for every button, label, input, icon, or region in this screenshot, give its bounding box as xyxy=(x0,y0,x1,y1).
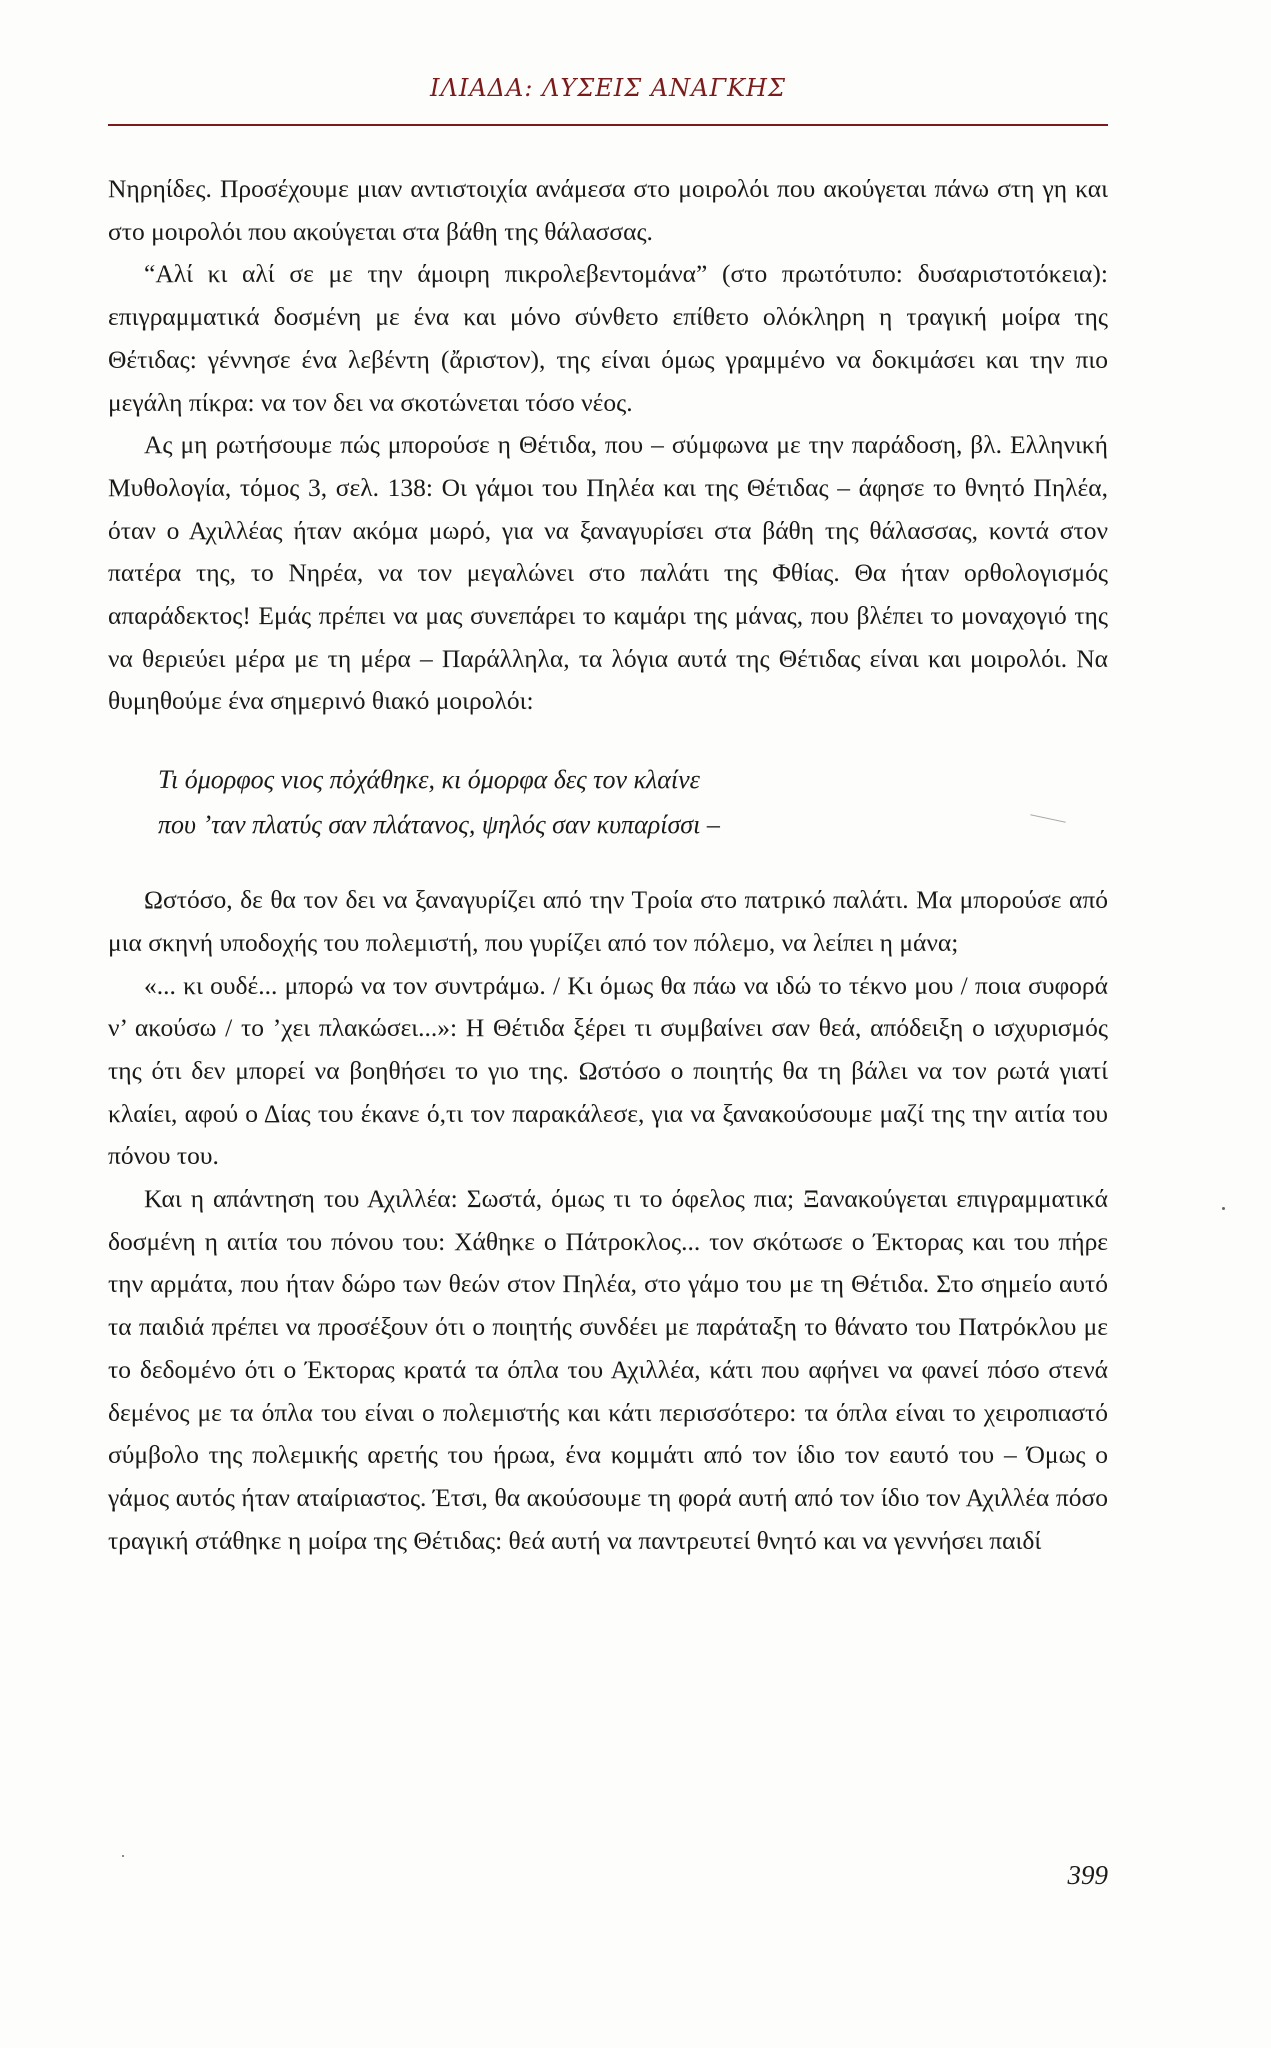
verse-line: που ’ταν πλατύς σαν πλάτανος, ψηλός σαν κυπαρίσσι – xyxy=(158,810,720,840)
paragraph: «... κι ουδέ... μπορώ να τον συντράμω. / Κι όμως θα πάω να ιδώ το τέκνο μου / ποια συφορά ν’ ακούσω / το ’χει πλακώσει...»: Η Θέτιδα ξέρει τι συμβαίνει σαν θεά, απόδειξη ο ισχυρισμός της ότι δεν μπορεί να βοηθήσει το γιο της. Ωστόσο ο ποιητής θα τη βάλει να τον ρωτά γιατί κλαίει, αφού ο Δίας του έκανε ό,τι τον παρακάλεσε, για να ξανακούσουμε μαζί της την αιτία του πόνου του. xyxy=(108,970,1108,1171)
body-text xyxy=(108,168,1108,1562)
paragraph: Ας μη ρωτήσουμε πώς μπορούσε η Θέτιδα, που – σύμφωνα με την παράδοση, βλ. Ελληνική Μυθολογία, τόμος 3, σελ. 138: Οι γάμοι του Πηλέα και της Θέτιδας – άφησε το θνητό Πηλέα, όταν ο Αχιλλέας ήταν ακόμα μωρό, για να ξαναγυρίσει στα βάθη της θάλασσας, κοντά στον πατέρα της, το Νηρέα, να τον μεγαλώνει στο παλάτι της Φθίας. Θα ήταν ορθολογισμός απαράδεκτος! Εμάς πρέπει να μας συνεπάρει το καμάρι της μάνας, που βλέπει το μοναχογιό της να θεριεύει μέρα με τη μέρα – Παράλληλα, τα λόγια αυτά της Θέτιδας είναι και μοιρολόι. Να θυμηθούμε ένα σημερινό θιακό μοιρολόι: xyxy=(108,430,1108,716)
scan-speck xyxy=(122,1855,124,1857)
running-head: ΙΛΙΑΔΑ: ΛΥΣΕΙΣ ΑΝΑΓΚΗΣ xyxy=(430,74,786,102)
header-rule xyxy=(108,124,1108,126)
scan-speck xyxy=(1222,1207,1225,1210)
paragraph: Ωστόσο, δε θα τον δει να ξαναγυρίζει από την Τροία στο πατρικό παλάτι. Μα μπορούσε από μια σκηνή υποδοχής του πολεμιστή, που γυρίζει από τον πόλεμο, να λείπει η μάνα; xyxy=(108,885,1108,957)
paragraph: “Αλί κι αλί σε με την άμοιρη πικρολεβεντομάνα” (στο πρωτότυπο: δυσαριστοτόκεια): επιγραμματικά δοσμένη με ένα και μόνο σύνθετο επίθετο ολόκληρη η τραγική μοίρα της Θέτιδας: γέννησε ένα λεβέντη (ἄριστον), της είναι όμως γραμμένο να δοκιμάσει και την πιο μεγάλη πίκρα: να τον δει να σκοτώνεται τόσο νέος. xyxy=(108,259,1108,417)
paragraph: Και η απάντηση του Αχιλλέα: Σωστά, όμως τι το όφελος πια; Ξανακούγεται επιγραμματικά δοσμένη η αιτία του πόνου του: Χάθηκε ο Πάτροκλος... τον σκότωσε ο Έκτορας και του πήρε την αρμάτα, που ήταν δώρο των θεών στον Πηλέα, στο γάμο του με τη Θέτιδα. Στο σημείο αυτό τα παιδιά πρέπει να προσέξουν ότι ο ποιητής συνδέει με παράταξη το θάνατο του Πατρόκλου με το δεδομένο ότι ο Έκτορας κρατά τα όπλα του Αχιλλέα, κάτι που αφήνει να φανεί πόσο στενά δεμένος με τα όπλα του είναι ο πολεμιστής και κάτι περισσότερο: τα όπλα είναι το χειροπιαστό σύμβολο της πολεμικής αρετής του ήρωα, ένα κομμάτι από τον ίδιο τον εαυτό του – Όμως ο γάμος αυτός ήταν αταίριαστος. Έτσι, θα ακούσουμε τη φορά αυτή από τον ίδιο τον Αχιλλέα πόσο τραγική στάθηκε η μοίρα της Θέτιδας: θεά αυτή να παντρευτεί θνητό και να γεννήσει παιδί xyxy=(108,1184,1108,1555)
verse-quote xyxy=(108,757,1108,847)
page-number: 399 xyxy=(1067,1860,1108,1890)
verse-line: Τι όμορφος νιος πὀχάθηκε, κι όμορφα δες τον κλαίνε xyxy=(158,765,700,795)
paragraph: Νηρηίδες. Προσέχουμε μιαν αντιστοιχία ανάμεσα στο μοιρολόι που ακούγεται πάνω στη γη και στο μοιρολόι που ακούγεται στα βάθη της θάλασσας. xyxy=(108,174,1108,246)
